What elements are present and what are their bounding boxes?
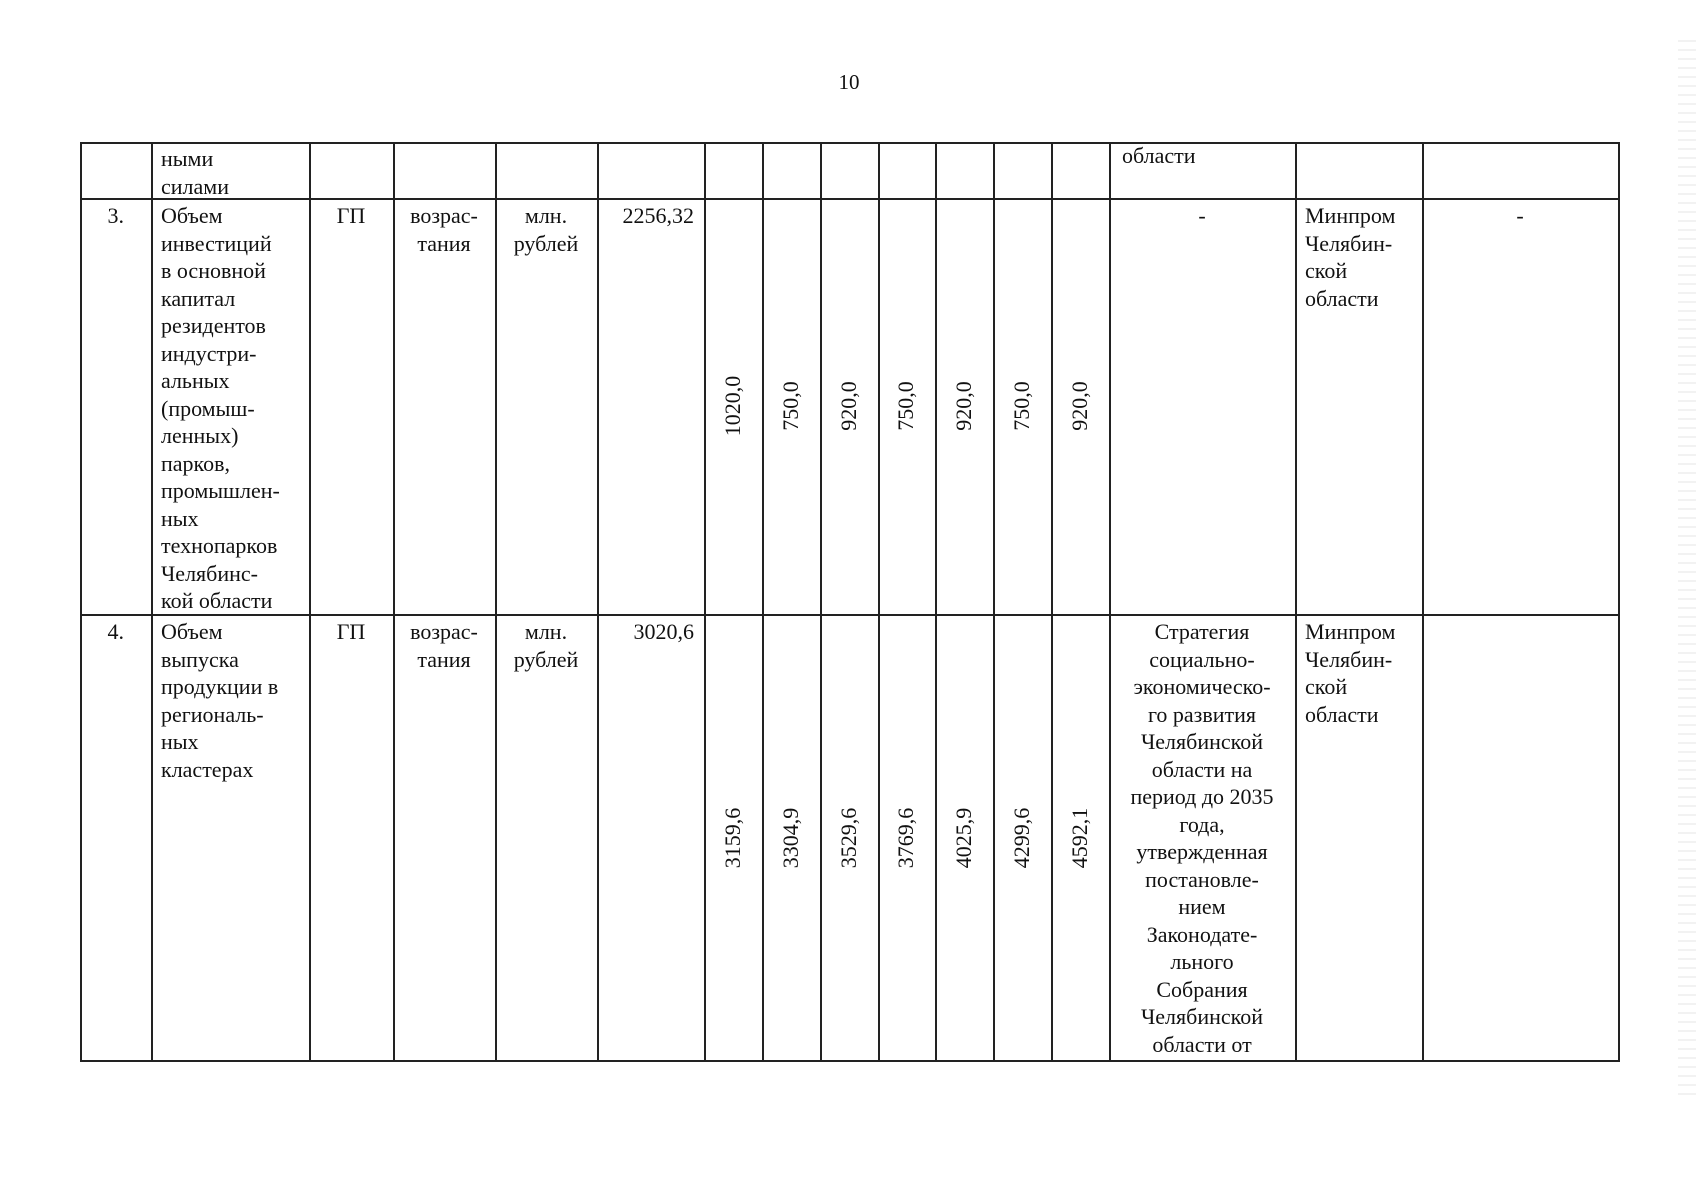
table-rule [1422,142,1424,1062]
table-rule [309,142,311,1062]
basis-document: Стратегия социально- экономическо- го развития Челябинской области на период до 2035 года, утвержденная постановле- нием Законодате- льного Собрания Челябинской области от [1130,619,1274,1057]
yearly-value: 750,0 [893,381,918,431]
responsible-body: Минпром Челябин- ской области [1305,619,1396,727]
yearly-value: 4025,9 [951,807,976,869]
table-rule [993,142,995,1062]
table-rule [80,142,1620,144]
table-rule [935,142,937,1062]
indicators-table [80,142,1620,1062]
table-rule [1618,142,1620,1062]
continued-indicator-name: ными силами [161,146,229,199]
basis-document: - [1198,203,1206,228]
unit: млн. рублей [513,203,579,256]
level: ГП [336,619,366,644]
yearly-value: 3529,6 [836,807,861,869]
yearly-value: 920,0 [951,381,976,431]
yearly-value: 3769,6 [893,807,918,869]
continued-basis: области [1122,143,1196,168]
indicator-name: Объем инвестиций в основной капитал резидентов индустри- альных (промыш- ленных) парков, промышлен- ных технопарков Челябинс- кой области [161,203,280,613]
table-rule [1051,142,1053,1062]
yearly-value: 750,0 [1009,381,1034,431]
table-rule [1295,142,1297,1062]
table-rule [704,142,706,1062]
row-number: 3. [107,203,124,228]
yearly-value: 4592,1 [1067,807,1092,869]
page-number: 10 [838,70,860,94]
yearly-value: 4299,6 [1009,807,1034,869]
table-rule [393,142,395,1062]
scan-edge-artifact [1678,40,1696,1100]
table-rule [80,198,1620,200]
trend: возрас- тания [410,203,478,256]
yearly-value: 750,0 [778,381,803,431]
yearly-value: 1020,0 [720,375,745,437]
yearly-value: 920,0 [1067,381,1092,431]
table-rule [597,142,599,1062]
base-value: 2256,32 [622,203,694,228]
yearly-value: 3304,9 [778,807,803,869]
trend: возрас- тания [410,619,478,672]
responsible-body: Минпром Челябин- ской области [1305,203,1396,311]
table-rule [495,142,497,1062]
indicator-name: Объем выпуска продукции в региональ- ных кластерах [161,619,279,782]
base-value: 3020,6 [633,619,694,644]
table-rule [80,1060,1620,1062]
table-rule [878,142,880,1062]
level: ГП [336,203,366,228]
table-rule [80,142,82,1062]
unit: млн. рублей [513,619,579,672]
yearly-value: 3159,6 [720,807,745,869]
table-rule [762,142,764,1062]
note: - [1516,203,1524,228]
table-rule [80,614,1620,616]
yearly-value: 920,0 [836,381,861,431]
row-number: 4. [107,619,124,644]
table-rule [820,142,822,1062]
table-rule [151,142,153,1062]
